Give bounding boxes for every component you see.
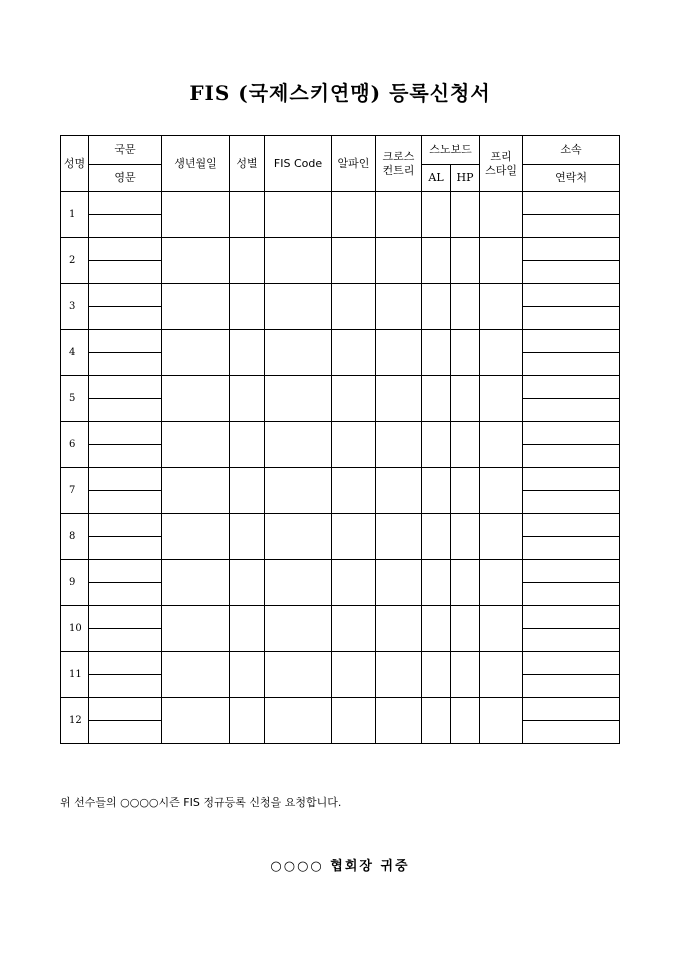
snowboard-hp-cell[interactable] (451, 238, 480, 284)
header-affiliation: 소속 (523, 136, 620, 165)
snowboard-al-cell[interactable] (422, 284, 451, 330)
header-snowboard: 스노보드 (422, 136, 480, 165)
snowboard-hp-cell[interactable] (451, 192, 480, 238)
athlete-row (61, 376, 620, 399)
form-title: FIS (국제스키연맹) 등록신청서 (189, 81, 491, 105)
row-number: 5 (61, 376, 89, 422)
header-name: 성명 (61, 136, 89, 192)
korean-name-cell[interactable] (89, 238, 162, 261)
birthdate-cell[interactable] (162, 606, 230, 652)
contact-cell[interactable] (523, 261, 620, 284)
fis-code-cell[interactable] (265, 606, 332, 652)
affiliation-cell[interactable] (523, 330, 620, 353)
english-name-cell[interactable] (89, 353, 162, 376)
korean-name-cell[interactable] (89, 606, 162, 629)
freestyle-cell[interactable] (480, 606, 523, 652)
contact-cell[interactable] (523, 721, 620, 744)
header-english-name: 영문 (89, 165, 162, 192)
snowboard-hp-cell[interactable] (451, 652, 480, 698)
freestyle-cell[interactable] (480, 192, 523, 238)
cross-country-cell[interactable] (376, 284, 422, 330)
korean-name-cell[interactable] (89, 514, 162, 537)
fis-code-cell[interactable] (265, 514, 332, 560)
athlete-row (61, 330, 620, 353)
english-name-cell[interactable] (89, 721, 162, 744)
athlete-row (61, 468, 620, 491)
header-freestyle (480, 136, 523, 192)
row-number: 10 (61, 606, 89, 652)
snowboard-hp-cell[interactable] (451, 560, 480, 606)
addressee: ○○○○ 협회장 귀중 (270, 859, 410, 874)
birthdate-cell[interactable] (162, 698, 230, 744)
cross-country-cell[interactable] (376, 422, 422, 468)
affiliation-cell[interactable] (523, 376, 620, 399)
english-name-cell[interactable] (89, 583, 162, 606)
fis-code-cell[interactable] (265, 192, 332, 238)
alpine-cell[interactable] (332, 330, 376, 376)
header-freestyle-line1: 프리 (490, 149, 512, 163)
snowboard-al-cell[interactable] (422, 376, 451, 422)
athlete-row (61, 560, 620, 583)
affiliation-cell[interactable] (523, 514, 620, 537)
snowboard-al-cell[interactable] (422, 560, 451, 606)
contact-cell[interactable] (523, 491, 620, 514)
header-cross-country (376, 136, 422, 192)
row-number: 9 (61, 560, 89, 606)
header-korean-name: 국문 (89, 136, 162, 165)
gender-cell[interactable] (230, 698, 265, 744)
gender-cell[interactable] (230, 284, 265, 330)
gender-cell[interactable] (230, 514, 265, 560)
korean-name-cell[interactable] (89, 376, 162, 399)
header-snowboard-hp: HP (451, 165, 480, 192)
birthdate-cell[interactable] (162, 560, 230, 606)
english-name-cell[interactable] (89, 445, 162, 468)
affiliation-cell[interactable] (523, 238, 620, 261)
freestyle-cell[interactable] (480, 698, 523, 744)
fis-code-cell[interactable] (265, 652, 332, 698)
affiliation-cell[interactable] (523, 560, 620, 583)
snowboard-al-cell[interactable] (422, 698, 451, 744)
fis-code-cell[interactable] (265, 330, 332, 376)
cross-country-cell[interactable] (376, 238, 422, 284)
snowboard-hp-cell[interactable] (451, 284, 480, 330)
birthdate-cell[interactable] (162, 468, 230, 514)
cross-country-cell[interactable] (376, 514, 422, 560)
row-number: 4 (61, 330, 89, 376)
row-number: 12 (61, 698, 89, 744)
cross-country-cell[interactable] (376, 192, 422, 238)
snowboard-al-cell[interactable] (422, 422, 451, 468)
row-number: 8 (61, 514, 89, 560)
row-number: 6 (61, 422, 89, 468)
gender-cell[interactable] (230, 376, 265, 422)
korean-name-cell[interactable] (89, 422, 162, 445)
english-name-cell[interactable] (89, 675, 162, 698)
header-alpine: 알파인 (332, 136, 376, 192)
birthdate-cell[interactable] (162, 514, 230, 560)
cross-country-cell[interactable] (376, 606, 422, 652)
freestyle-cell[interactable] (480, 330, 523, 376)
snowboard-hp-cell[interactable] (451, 376, 480, 422)
header-gender: 성별 (230, 136, 265, 192)
korean-name-cell[interactable] (89, 468, 162, 491)
contact-cell[interactable] (523, 675, 620, 698)
snowboard-al-cell[interactable] (422, 468, 451, 514)
birthdate-cell[interactable] (162, 376, 230, 422)
row-number: 2 (61, 238, 89, 284)
affiliation-cell[interactable] (523, 192, 620, 215)
korean-name-cell[interactable] (89, 330, 162, 353)
alpine-cell[interactable] (332, 652, 376, 698)
korean-name-cell[interactable] (89, 284, 162, 307)
birthdate-cell[interactable] (162, 192, 230, 238)
fis-code-cell[interactable] (265, 238, 332, 284)
row-number: 7 (61, 468, 89, 514)
english-name-cell[interactable] (89, 629, 162, 652)
snowboard-al-cell[interactable] (422, 652, 451, 698)
alpine-cell[interactable] (332, 192, 376, 238)
english-name-cell[interactable] (89, 307, 162, 330)
alpine-cell[interactable] (332, 376, 376, 422)
birthdate-cell[interactable] (162, 284, 230, 330)
snowboard-hp-cell[interactable] (451, 330, 480, 376)
birthdate-cell[interactable] (162, 422, 230, 468)
fis-code-cell[interactable] (265, 468, 332, 514)
athlete-row (61, 514, 620, 537)
contact-cell[interactable] (523, 629, 620, 652)
contact-cell[interactable] (523, 445, 620, 468)
cross-country-cell[interactable] (376, 376, 422, 422)
english-name-cell[interactable] (89, 215, 162, 238)
fis-code-cell[interactable] (265, 284, 332, 330)
athlete-row (61, 606, 620, 629)
affiliation-cell[interactable] (523, 468, 620, 491)
alpine-cell[interactable] (332, 606, 376, 652)
header-contact: 연락처 (523, 165, 620, 192)
fis-code-cell[interactable] (265, 376, 332, 422)
freestyle-cell[interactable] (480, 468, 523, 514)
freestyle-cell[interactable] (480, 560, 523, 606)
english-name-cell[interactable] (89, 399, 162, 422)
cross-country-cell[interactable] (376, 330, 422, 376)
affiliation-cell[interactable] (523, 698, 620, 721)
affiliation-cell[interactable] (523, 284, 620, 307)
freestyle-cell[interactable] (480, 652, 523, 698)
contact-cell[interactable] (523, 399, 620, 422)
snowboard-al-cell[interactable] (422, 330, 451, 376)
header-cross-country-line2: 컨트리 (382, 163, 415, 177)
athlete-row (61, 238, 620, 261)
header-fis-code: FIS Code (265, 136, 332, 192)
snowboard-hp-cell[interactable] (451, 606, 480, 652)
alpine-cell[interactable] (332, 422, 376, 468)
snowboard-al-cell[interactable] (422, 192, 451, 238)
row-number: 11 (61, 652, 89, 698)
athlete-row (61, 652, 620, 675)
request-statement: 위 선수들의 ○○○○시즌 FIS 정규등록 신청을 요청합니다. (60, 796, 342, 809)
english-name-cell[interactable] (89, 537, 162, 560)
header-birthdate: 생년월일 (162, 136, 230, 192)
cross-country-cell[interactable] (376, 468, 422, 514)
fis-code-cell[interactable] (265, 422, 332, 468)
athlete-row (61, 422, 620, 445)
alpine-cell[interactable] (332, 514, 376, 560)
snowboard-hp-cell[interactable] (451, 468, 480, 514)
gender-cell[interactable] (230, 606, 265, 652)
athlete-row (61, 284, 620, 307)
snowboard-hp-cell[interactable] (451, 698, 480, 744)
freestyle-cell[interactable] (480, 422, 523, 468)
snowboard-al-cell[interactable] (422, 514, 451, 560)
english-name-cell[interactable] (89, 491, 162, 514)
gender-cell[interactable] (230, 192, 265, 238)
cross-country-cell[interactable] (376, 652, 422, 698)
row-number: 3 (61, 284, 89, 330)
contact-cell[interactable] (523, 353, 620, 376)
gender-cell[interactable] (230, 330, 265, 376)
alpine-cell[interactable] (332, 698, 376, 744)
korean-name-cell[interactable] (89, 192, 162, 215)
affiliation-cell[interactable] (523, 652, 620, 675)
snowboard-hp-cell[interactable] (451, 422, 480, 468)
snowboard-al-cell[interactable] (422, 606, 451, 652)
birthdate-cell[interactable] (162, 330, 230, 376)
contact-cell[interactable] (523, 307, 620, 330)
freestyle-cell[interactable] (480, 514, 523, 560)
contact-cell[interactable] (523, 537, 620, 560)
athlete-row (61, 192, 620, 215)
header-freestyle-line2: 스타일 (485, 163, 517, 177)
alpine-cell[interactable] (332, 560, 376, 606)
athlete-row (61, 698, 620, 721)
alpine-cell[interactable] (332, 468, 376, 514)
korean-name-cell[interactable] (89, 652, 162, 675)
snowboard-hp-cell[interactable] (451, 514, 480, 560)
alpine-cell[interactable] (332, 284, 376, 330)
header-cross-country-line1: 크로스 (382, 149, 415, 163)
gender-cell[interactable] (230, 422, 265, 468)
affiliation-cell[interactable] (523, 606, 620, 629)
row-number: 1 (61, 192, 89, 238)
alpine-cell[interactable] (332, 238, 376, 284)
birthdate-cell[interactable] (162, 652, 230, 698)
freestyle-cell[interactable] (480, 376, 523, 422)
registration-table (60, 135, 620, 744)
header-snowboard-al: AL (422, 165, 451, 192)
contact-cell[interactable] (523, 583, 620, 606)
gender-cell[interactable] (230, 238, 265, 284)
snowboard-al-cell[interactable] (422, 238, 451, 284)
korean-name-cell[interactable] (89, 698, 162, 721)
fis-code-cell[interactable] (265, 560, 332, 606)
gender-cell[interactable] (230, 652, 265, 698)
contact-cell[interactable] (523, 215, 620, 238)
english-name-cell[interactable] (89, 261, 162, 284)
affiliation-cell[interactable] (523, 422, 620, 445)
birthdate-cell[interactable] (162, 238, 230, 284)
fis-code-cell[interactable] (265, 698, 332, 744)
cross-country-cell[interactable] (376, 560, 422, 606)
gender-cell[interactable] (230, 560, 265, 606)
freestyle-cell[interactable] (480, 238, 523, 284)
korean-name-cell[interactable] (89, 560, 162, 583)
freestyle-cell[interactable] (480, 284, 523, 330)
cross-country-cell[interactable] (376, 698, 422, 744)
gender-cell[interactable] (230, 468, 265, 514)
